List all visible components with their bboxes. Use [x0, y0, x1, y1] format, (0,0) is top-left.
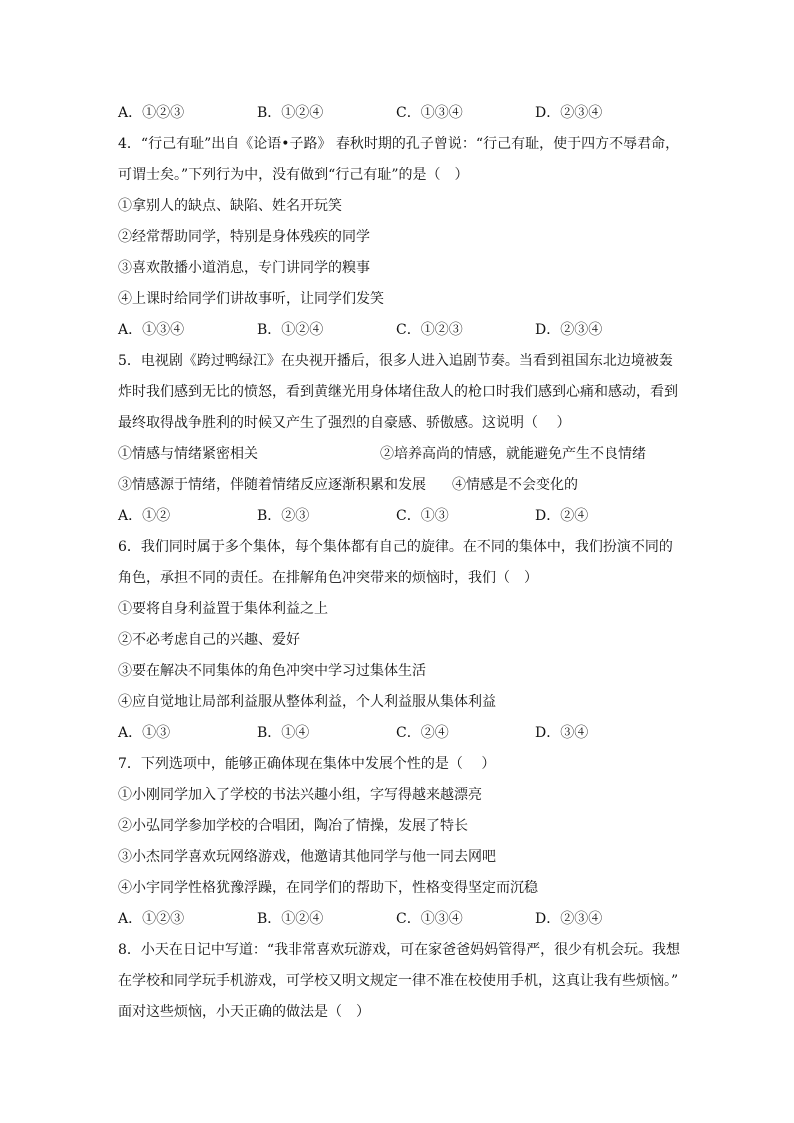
q6-item-3: ③要在解决不同集体的角色冲突中学习过集体生活 [118, 663, 426, 679]
q7-option-c: C．①③④ [396, 911, 463, 927]
q4-item-1: ①拿别人的缺点、缺陷、姓名开玩笑 [118, 198, 342, 214]
q5-item-4: ④情感是不会变化的 [452, 477, 578, 493]
q6-option-c: C．②④ [396, 725, 449, 741]
q3-option-a: A．①②③ [118, 105, 185, 121]
q5-option-b: B．②③ [257, 508, 310, 524]
q3-option-c: C．①③④ [396, 105, 463, 121]
q6-item-1: ①要将自身利益置于集体利益之上 [118, 601, 328, 617]
q5-stem-line-3: 最终取得战争胜利的时候又产生了强烈的自豪感、骄傲感。这说明（ ） [118, 415, 571, 431]
q5-item-1: ①情感与情绪紧密相关 [118, 446, 258, 462]
q4-option-b: B．①②④ [257, 322, 324, 338]
q7-option-a: A．①②③ [118, 911, 185, 927]
q5-item-2: ②培养高尚的情感，就能避免产生不良情绪 [380, 446, 646, 462]
exam-content [118, 98, 698, 1028]
q7-item-2: ②小弘同学参加学校的合唱团，陶冶了情操，发展了特长 [118, 818, 468, 834]
q6-option-b: B．①④ [257, 725, 310, 741]
q7-item-3: ③小杰同学喜欢玩网络游戏，他邀请其他同学与他一同去网吧 [118, 849, 496, 865]
q4-item-3: ③喜欢散播小道消息，专门讲同学的糗事 [118, 260, 370, 276]
q6-item-4: ④应自觉地让局部利益服从整体利益，个人利益服从集体利益 [118, 694, 496, 710]
q3-option-b: B．①②④ [257, 105, 324, 121]
q7-option-d: D．②③④ [535, 911, 603, 927]
q8-stem-line-3: 面对这些烦恼，小天正确的做法是（ ） [118, 1004, 370, 1020]
q5-items-row-1 [118, 439, 698, 470]
q4-stem-line-1: 4．“行己有耻”出自《论语•子路》 春秋时期的孔子曾说：“行己有耻，使于四方不辱君命， [118, 136, 680, 152]
q4-option-c: C．①②③ [396, 322, 463, 338]
q5-options [118, 501, 698, 532]
q6-stem-line-1: 6．我们同时属于多个集体，每个集体都有自己的旋律。在不同的集体中，我们扮演不同的 [118, 539, 673, 555]
q7-item-4: ④小宇同学性格犹豫浮躁，在同学们的帮助下，性格变得坚定而沉稳 [118, 880, 538, 896]
q5-option-d: D．②④ [535, 508, 589, 524]
q4-option-d: D．②③④ [535, 322, 603, 338]
q6-option-d: D．③④ [535, 725, 589, 741]
q7-options [118, 904, 698, 935]
q8-stem-line-1: 8．小天在日记中写道：“我非常喜欢玩游戏，可在家爸爸妈妈管得严，很少有机会玩。我想 [118, 942, 681, 958]
q5-item-3: ③情感源于情绪，伴随着情绪反应逐渐积累和发展 [118, 477, 426, 493]
q5-option-c: C．①③ [396, 508, 449, 524]
q6-stem-line-2: 角色，承担不同的责任。在排解角色冲突带来的烦恼时，我们（ ） [118, 570, 538, 586]
q7-option-b: B．①②④ [257, 911, 324, 927]
q7-stem-line-1: 7．下列选项中，能够正确体现在集体中发展个性的是（ ） [118, 756, 496, 772]
q4-option-a: A．①③④ [118, 322, 185, 338]
q6-item-2: ②不必考虑自己的兴趣、爱好 [118, 632, 300, 648]
q5-items-row-2 [118, 470, 698, 501]
q4-item-2: ②经常帮助同学，特别是身体残疾的同学 [118, 229, 370, 245]
q5-stem-line-1: 5．电视剧《跨过鸭绿江》在央视开播后，很多人进入追剧节奏。当看到祖国东北边境被轰 [118, 353, 673, 369]
q5-option-a: A．①② [118, 508, 171, 524]
q6-option-a: A．①③ [118, 725, 171, 741]
q4-options [118, 315, 698, 346]
q3-option-d: D．②③④ [535, 105, 603, 121]
q5-stem-line-2: 炸时我们感到无比的愤怒，看到黄继光用身体堵住敌人的枪口时我们感到心痛和感动，看到 [118, 384, 678, 400]
q3-options [118, 98, 698, 129]
q6-options [118, 718, 698, 749]
q7-item-1: ①小刚同学加入了学校的书法兴趣小组，字写得越来越漂亮 [118, 787, 482, 803]
q4-stem-line-2: 可谓士矣。”下列行为中，没有做到“行己有耻”的是（ ） [118, 167, 469, 183]
q8-stem-line-2: 在学校和同学玩手机游戏，可学校又明文规定一律不准在校使用手机，这真让我有些烦恼。” [118, 973, 679, 989]
q4-item-4: ④上课时给同学们讲故事听，让同学们发笑 [118, 291, 384, 307]
